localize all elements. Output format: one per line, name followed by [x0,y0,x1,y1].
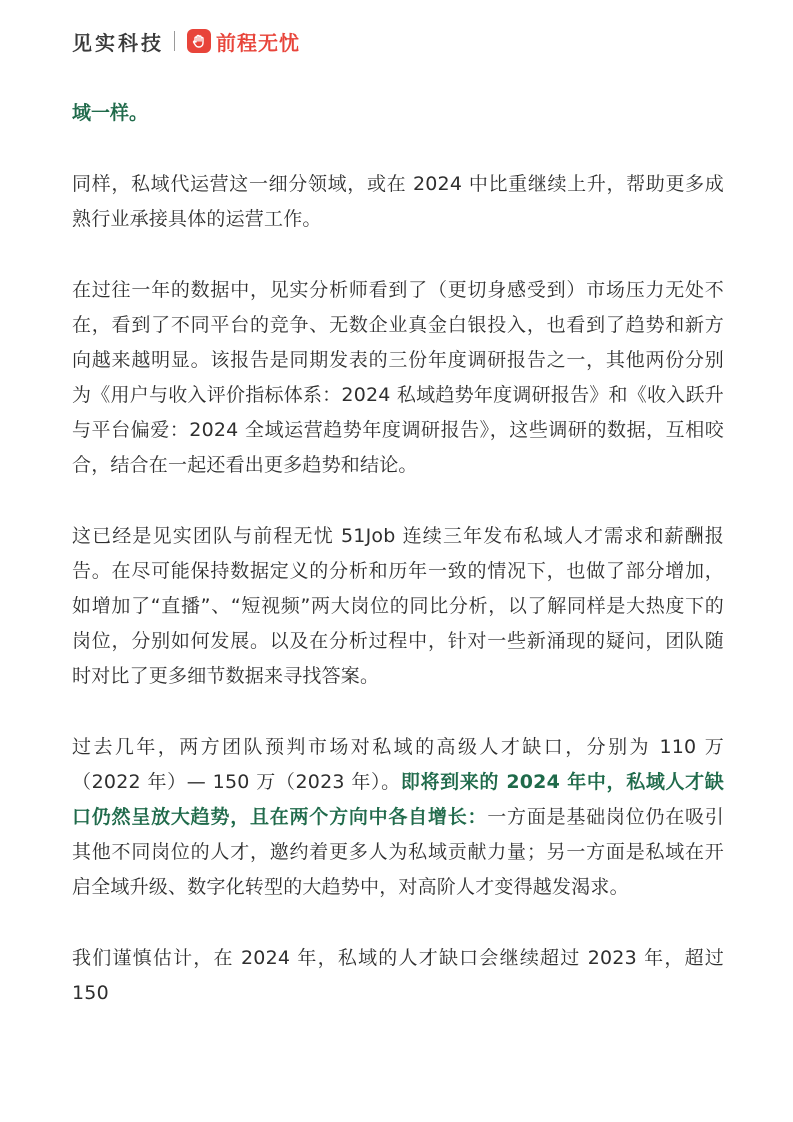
brand-divider [174,31,175,51]
paragraph-3: 这已经是见实团队与前程无忧 51Job 连续三年发布私域人才需求和薪酬报告。在尽可能保持数据定义的分析和历年一致的情况下，也做了部分增加，如增加了“直播”、“短视频”两大岗位的同比分析，以了解同样是大热度下的岗位，分别如何发展。以及在分析过程中，针对一些新涌现的疑问，团队随时对比了更多细节数据来寻找答案。 [72,525,724,687]
paragraph-1: 同样，私域代运营这一细分领域，或在 2024 中比重继续上升，帮助更多成熟行业承接具体的运营工作。 [72,173,724,230]
lead-fragment: 域一样。 [72,102,149,124]
paragraph-4 [72,730,724,905]
paragraph-4-rest: 一方面是基础岗位仍在吸引其他不同岗位的人才，邀约着更多人为私域贡献力量；另一方面是私域在开启全域升级、数字化转型的大趋势中，对高阶人才变得越发渴求。 [72,806,725,898]
hand-logo-icon [187,29,211,53]
brand-jianshi: 见实科技 [72,30,164,55]
paragraph-4-highlight: 即将到来的 2024 年中，私域人才缺口仍然呈放大趋势，且在两个方向中各自增长： [72,771,724,828]
paragraph-2: 在过往一年的数据中，见实分析师看到了（更切身感受到）市场压力无处不在，看到了不同平台的竞争、无数企业真金白银投入，也看到了趋势和新方向越来越明显。该报告是同期发表的三份年度调研报告之一，其他两份分别为《用户与收入评价指标体系：2024 私域趋势年度调研报告》和《收入跃升与平台偏爱：2024 全域运营趋势年度调研报告》，这些调研的数据，互相咬合，结合在一起还看出更多趋势和结论。 [72,279,724,476]
page-header [72,26,300,56]
article-body [72,96,724,1047]
brand-51job: 前程无忧 [216,30,300,55]
paragraph-4-intro: 过去几年，两方团队预判市场对私域的高级人才缺口，分别为 110 万（2022 年）— 150 万（2023 年）。 [72,736,724,793]
paragraph-5: 我们谨慎估计，在 2024 年，私域的人才缺口会继续超过 2023 年，超过 150 [72,947,724,1004]
